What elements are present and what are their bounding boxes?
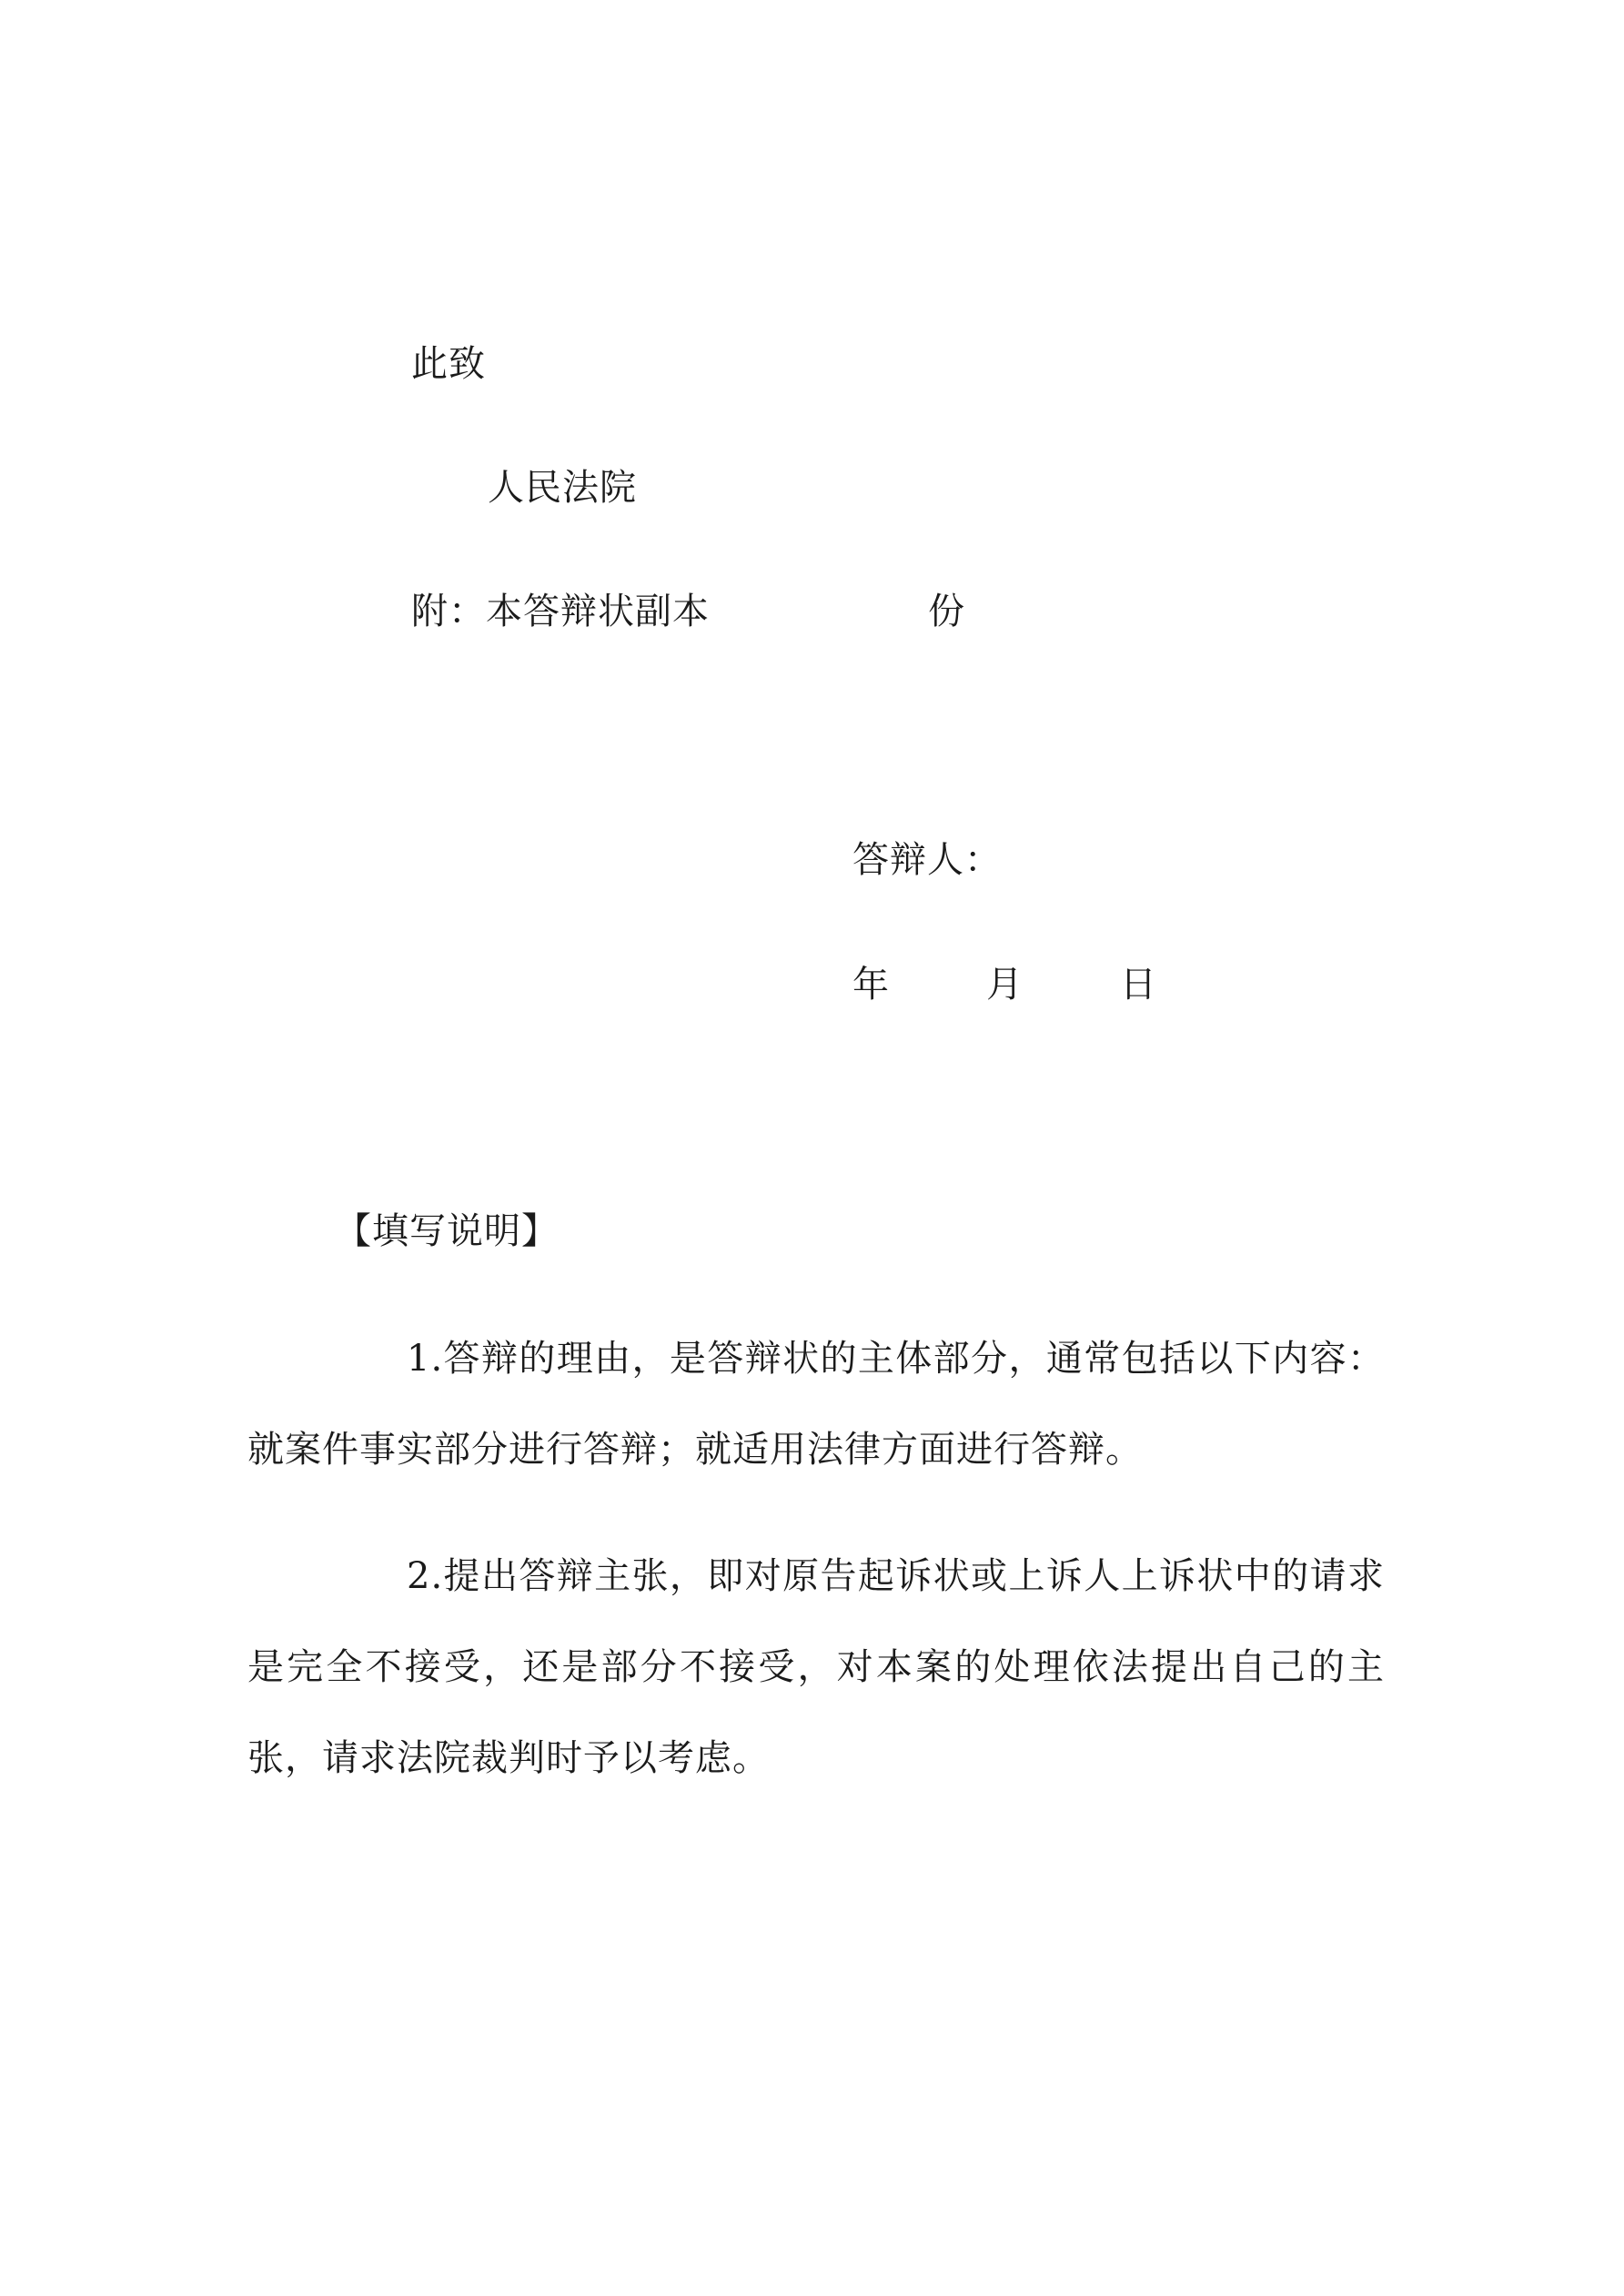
instruction-item-2: 2.提出答辩主张，即对原告起诉状或上诉人上诉状中的请求是完全不接受，还是部分不接受，对本案的处理依法提出自己的主张，请求法院裁判时予以考虑。 bbox=[247, 1555, 1385, 1779]
attachment-label: 附：本答辩状副本 bbox=[411, 591, 710, 632]
instructions-title: 【填写说明】 bbox=[335, 1210, 559, 1252]
date-day-label: 日 bbox=[1120, 964, 1157, 1006]
closing-salutation: 此致 bbox=[411, 343, 486, 385]
date-year-label: 年 bbox=[852, 964, 890, 1006]
court-name: 人民法院 bbox=[488, 467, 637, 509]
signer-label: 答辩人： bbox=[852, 839, 1002, 881]
instruction-item-1: 1.答辩的理由，是答辩状的主体部分，通常包括以下内容：就案件事实部分进行答辩；就适用法律方面进行答辩。 bbox=[247, 1338, 1385, 1471]
attachment-unit: 份 bbox=[928, 591, 965, 632]
date-month-label: 月 bbox=[986, 964, 1024, 1006]
